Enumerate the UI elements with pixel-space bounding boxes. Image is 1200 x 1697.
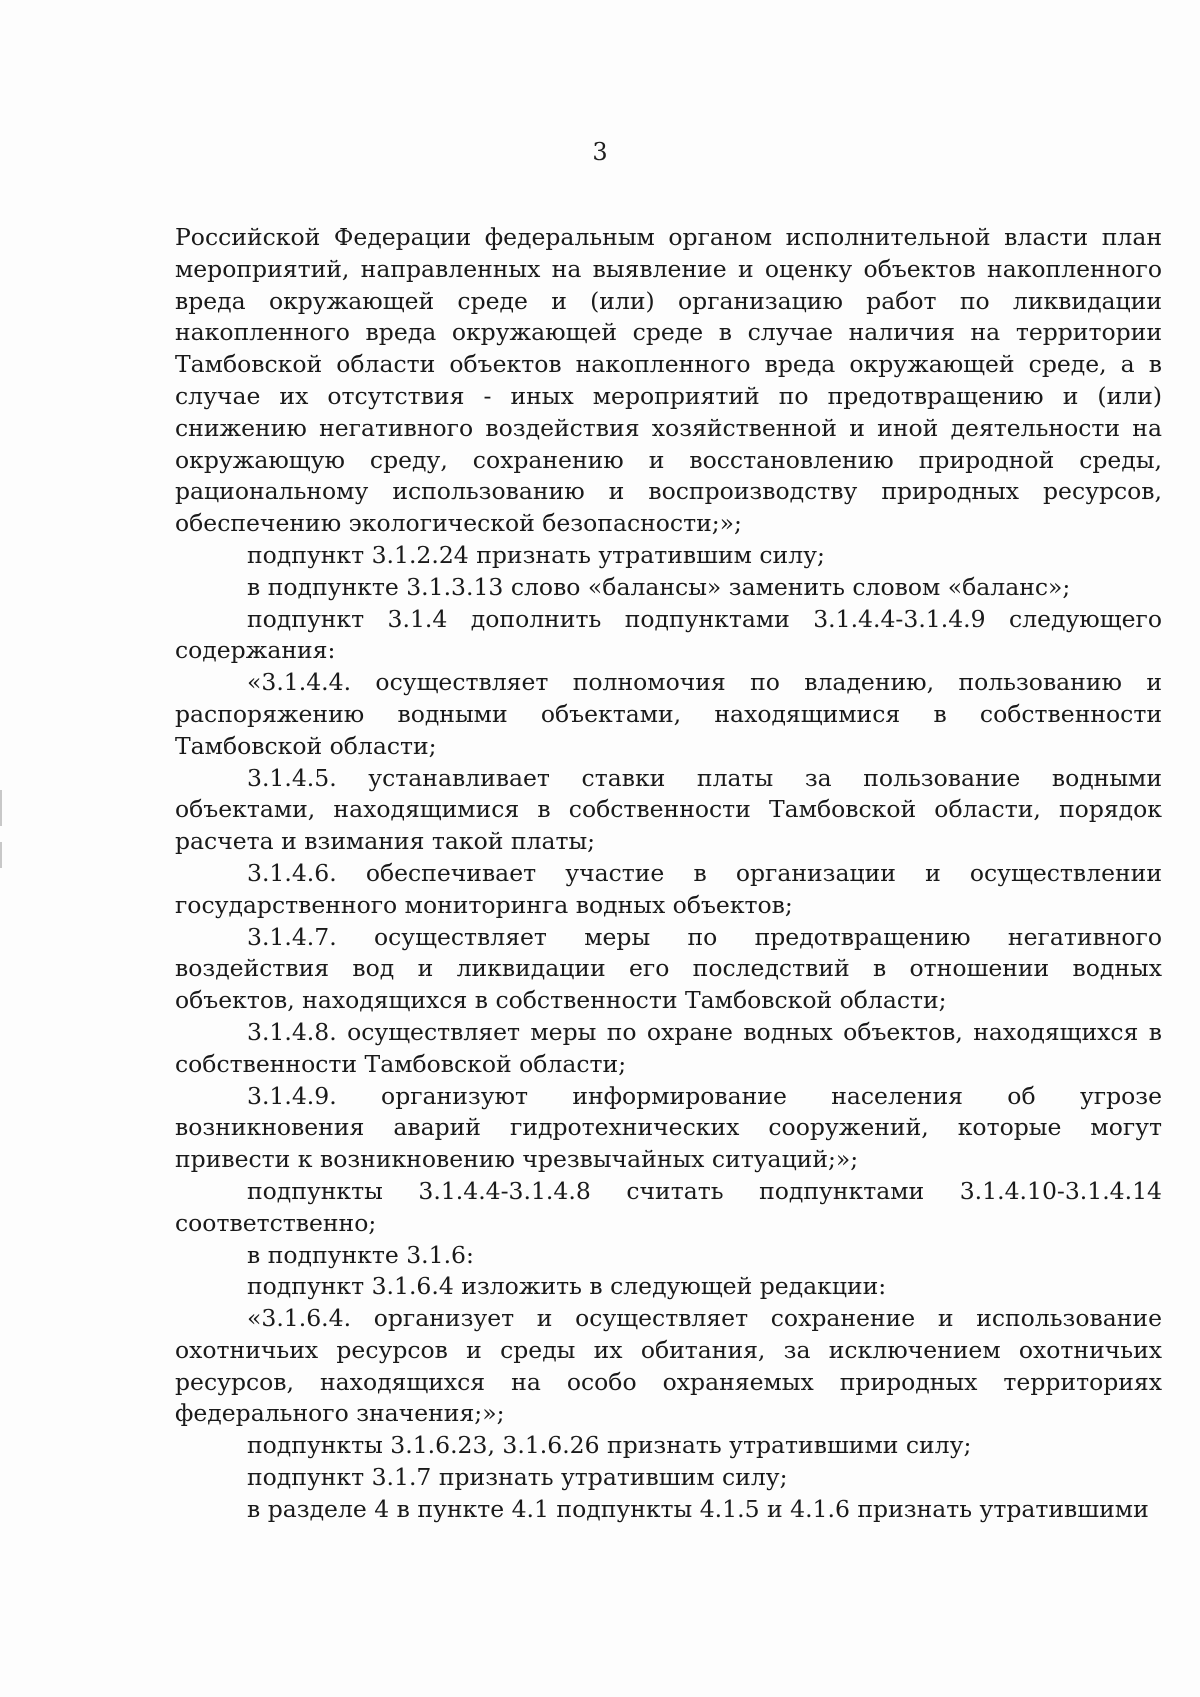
paragraph: подпункт 3.1.2.24 признать утратившим силу;	[247, 540, 825, 569]
scan-artifact	[0, 842, 2, 868]
paragraph: подпункт 3.1.6.4 изложить в следующей редакции:	[247, 1272, 887, 1301]
paragraph: подпункт 3.1.4 дополнить подпунктами 3.1.4.4-3.1.4.9 следующего содержания:	[175, 604, 1162, 665]
paragraph: «3.1.4.4. осуществляет полномочия по владению, пользованию и распоряжению водными объектами, находящимися в собственности Тамбовской области;	[175, 668, 1162, 760]
page-number: 3	[592, 138, 608, 166]
paragraph: 3.1.4.9. организуют информирование населения об угрозе возникновения аварий гидротехнических сооружений, которые могут привести к возникновению чрезвычайных ситуаций;»;	[175, 1081, 1162, 1174]
paragraph: Российской Федерации федеральным органом исполнительной власти план мероприятий, направленных на выявление и оценку объектов накопленного вреда окружающей среде и (или) организацию работ по ликвидации накопленного вреда окружающей среде в случае наличия на территории Тамбовской области объектов накопленного вреда окружающей среде, а в случае их отсутствия - иных мероприятий по предотвращению и (или) снижению негативного воздействия хозяйственной и иной деятельности на окружающую среду, сохранению и восстановлению природной среды, рациональному использованию и воспроизводству природных ресурсов, обеспечению экологической безопасности;»;	[175, 223, 1162, 538]
paragraph: в разделе 4 в пункте 4.1 подпункты 4.1.5 и 4.1.6 признать утратившими	[247, 1494, 1149, 1523]
document-body	[175, 222, 1162, 1526]
paragraph: 3.1.4.7. осуществляет меры по предотвращению негативного воздействия вод и ликвидации его последствий в отношении водных объектов, находящихся в собственности Тамбовской области;	[175, 922, 1162, 1015]
paragraph: в подпункте 3.1.3.13 слово «балансы» заменить словом «баланс»;	[247, 572, 1071, 601]
scan-artifact	[0, 790, 2, 826]
paragraph: в подпункте 3.1.6:	[247, 1240, 474, 1269]
paragraph: 3.1.4.8. осуществляет меры по охране водных объектов, находящихся в собственности Тамбовской области;	[175, 1017, 1162, 1078]
paragraph: подпункты 3.1.4.4-3.1.4.8 считать подпунктами 3.1.4.10-3.1.4.14 соответственно;	[175, 1176, 1162, 1237]
paragraph: «3.1.6.4. организует и осуществляет сохранение и использование охотничьих ресурсов и среды их обитания, за исключением охотничьих ресурсов, находящихся на особо охраняемых природных территориях федерального значения;»;	[175, 1304, 1162, 1428]
paragraph: подпункты 3.1.6.23, 3.1.6.26 признать утратившими силу;	[247, 1431, 972, 1460]
paragraph: 3.1.4.5. устанавливает ставки платы за пользование водными объектами, находящимися в собственности Тамбовской области, порядок расчета и взимания такой платы;	[175, 763, 1162, 856]
paragraph: 3.1.4.6. обеспечивает участие в организации и осуществлении государственного мониторинга водных объектов;	[175, 858, 1162, 919]
paragraph: подпункт 3.1.7 признать утратившим силу;	[247, 1463, 788, 1492]
